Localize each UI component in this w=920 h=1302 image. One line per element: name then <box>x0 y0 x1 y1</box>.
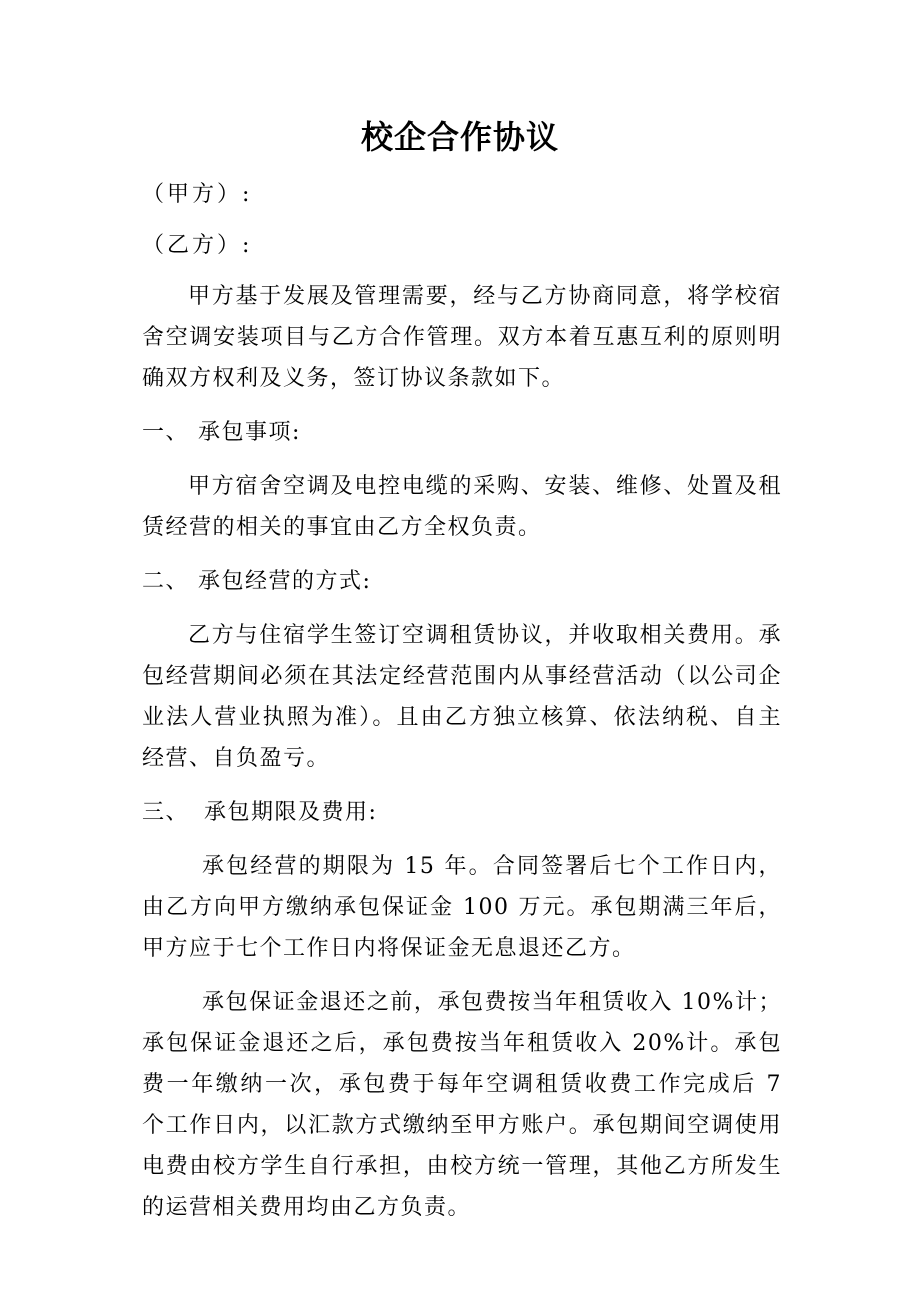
party-b-line: （乙方）: <box>142 233 253 258</box>
section-2-paragraph: 乙方与住宿学生签订空调租赁协议，并收取相关费用。承包经营期间必须在其法定经营范围内从事经营活动（以公司企业法人营业执照为准）。且由乙方独立核算、依法纳税、自主经营、自负盈亏。 <box>142 623 782 771</box>
section-1-heading <box>142 412 782 453</box>
section-3-heading <box>142 792 782 833</box>
section-1-number: 一、 <box>142 420 190 445</box>
document-title: 校企合作协议 <box>360 118 559 156</box>
section-2-number: 二、 <box>142 569 190 594</box>
section-2-title: 承包经营的方式: <box>198 569 372 594</box>
section-2-heading <box>142 561 782 602</box>
section-1-title: 承包事项: <box>198 420 301 445</box>
document-body <box>142 174 782 1241</box>
intro-paragraph: 甲方基于发展及管理需要，经与乙方协商同意，将学校宿舍空调安装项目与乙方合作管理。双方本着互惠互利的原则明确双方权利及义务，签订协议条款如下。 <box>142 284 782 391</box>
section-3-title: 承包期限及费用: <box>204 800 378 825</box>
section-3-paragraph-2: 承包保证金退还之前，承包费按当年租赁收入 10%计；承包保证金退还之后，承包费按当年租赁收入 20%计。承包费一年缴纳一次，承包费于每年空调租赁收费工作完成后 7 个工作日内，以汇款方式缴纳至甲方账户。承包期间空调使用电费由校方学生自行承担，由校方统一管理，其他乙方所发生的运营相关费用均由乙方负责。 <box>142 990 782 1220</box>
section-3-number: 三、 <box>142 800 190 825</box>
section-1-paragraph: 甲方宿舍空调及电控电缆的采购、安装、维修、处置及租赁经营的相关的事宜由乙方全权负责。 <box>142 474 782 540</box>
party-a-line: （甲方）: <box>142 182 253 207</box>
section-3-paragraph-1: 承包经营的期限为 15 年。合同签署后七个工作日内，由乙方向甲方缴纳承包保证金 100 万元。承包期满三年后，甲方应于七个工作日内将保证金无息退还乙方。 <box>142 854 782 961</box>
